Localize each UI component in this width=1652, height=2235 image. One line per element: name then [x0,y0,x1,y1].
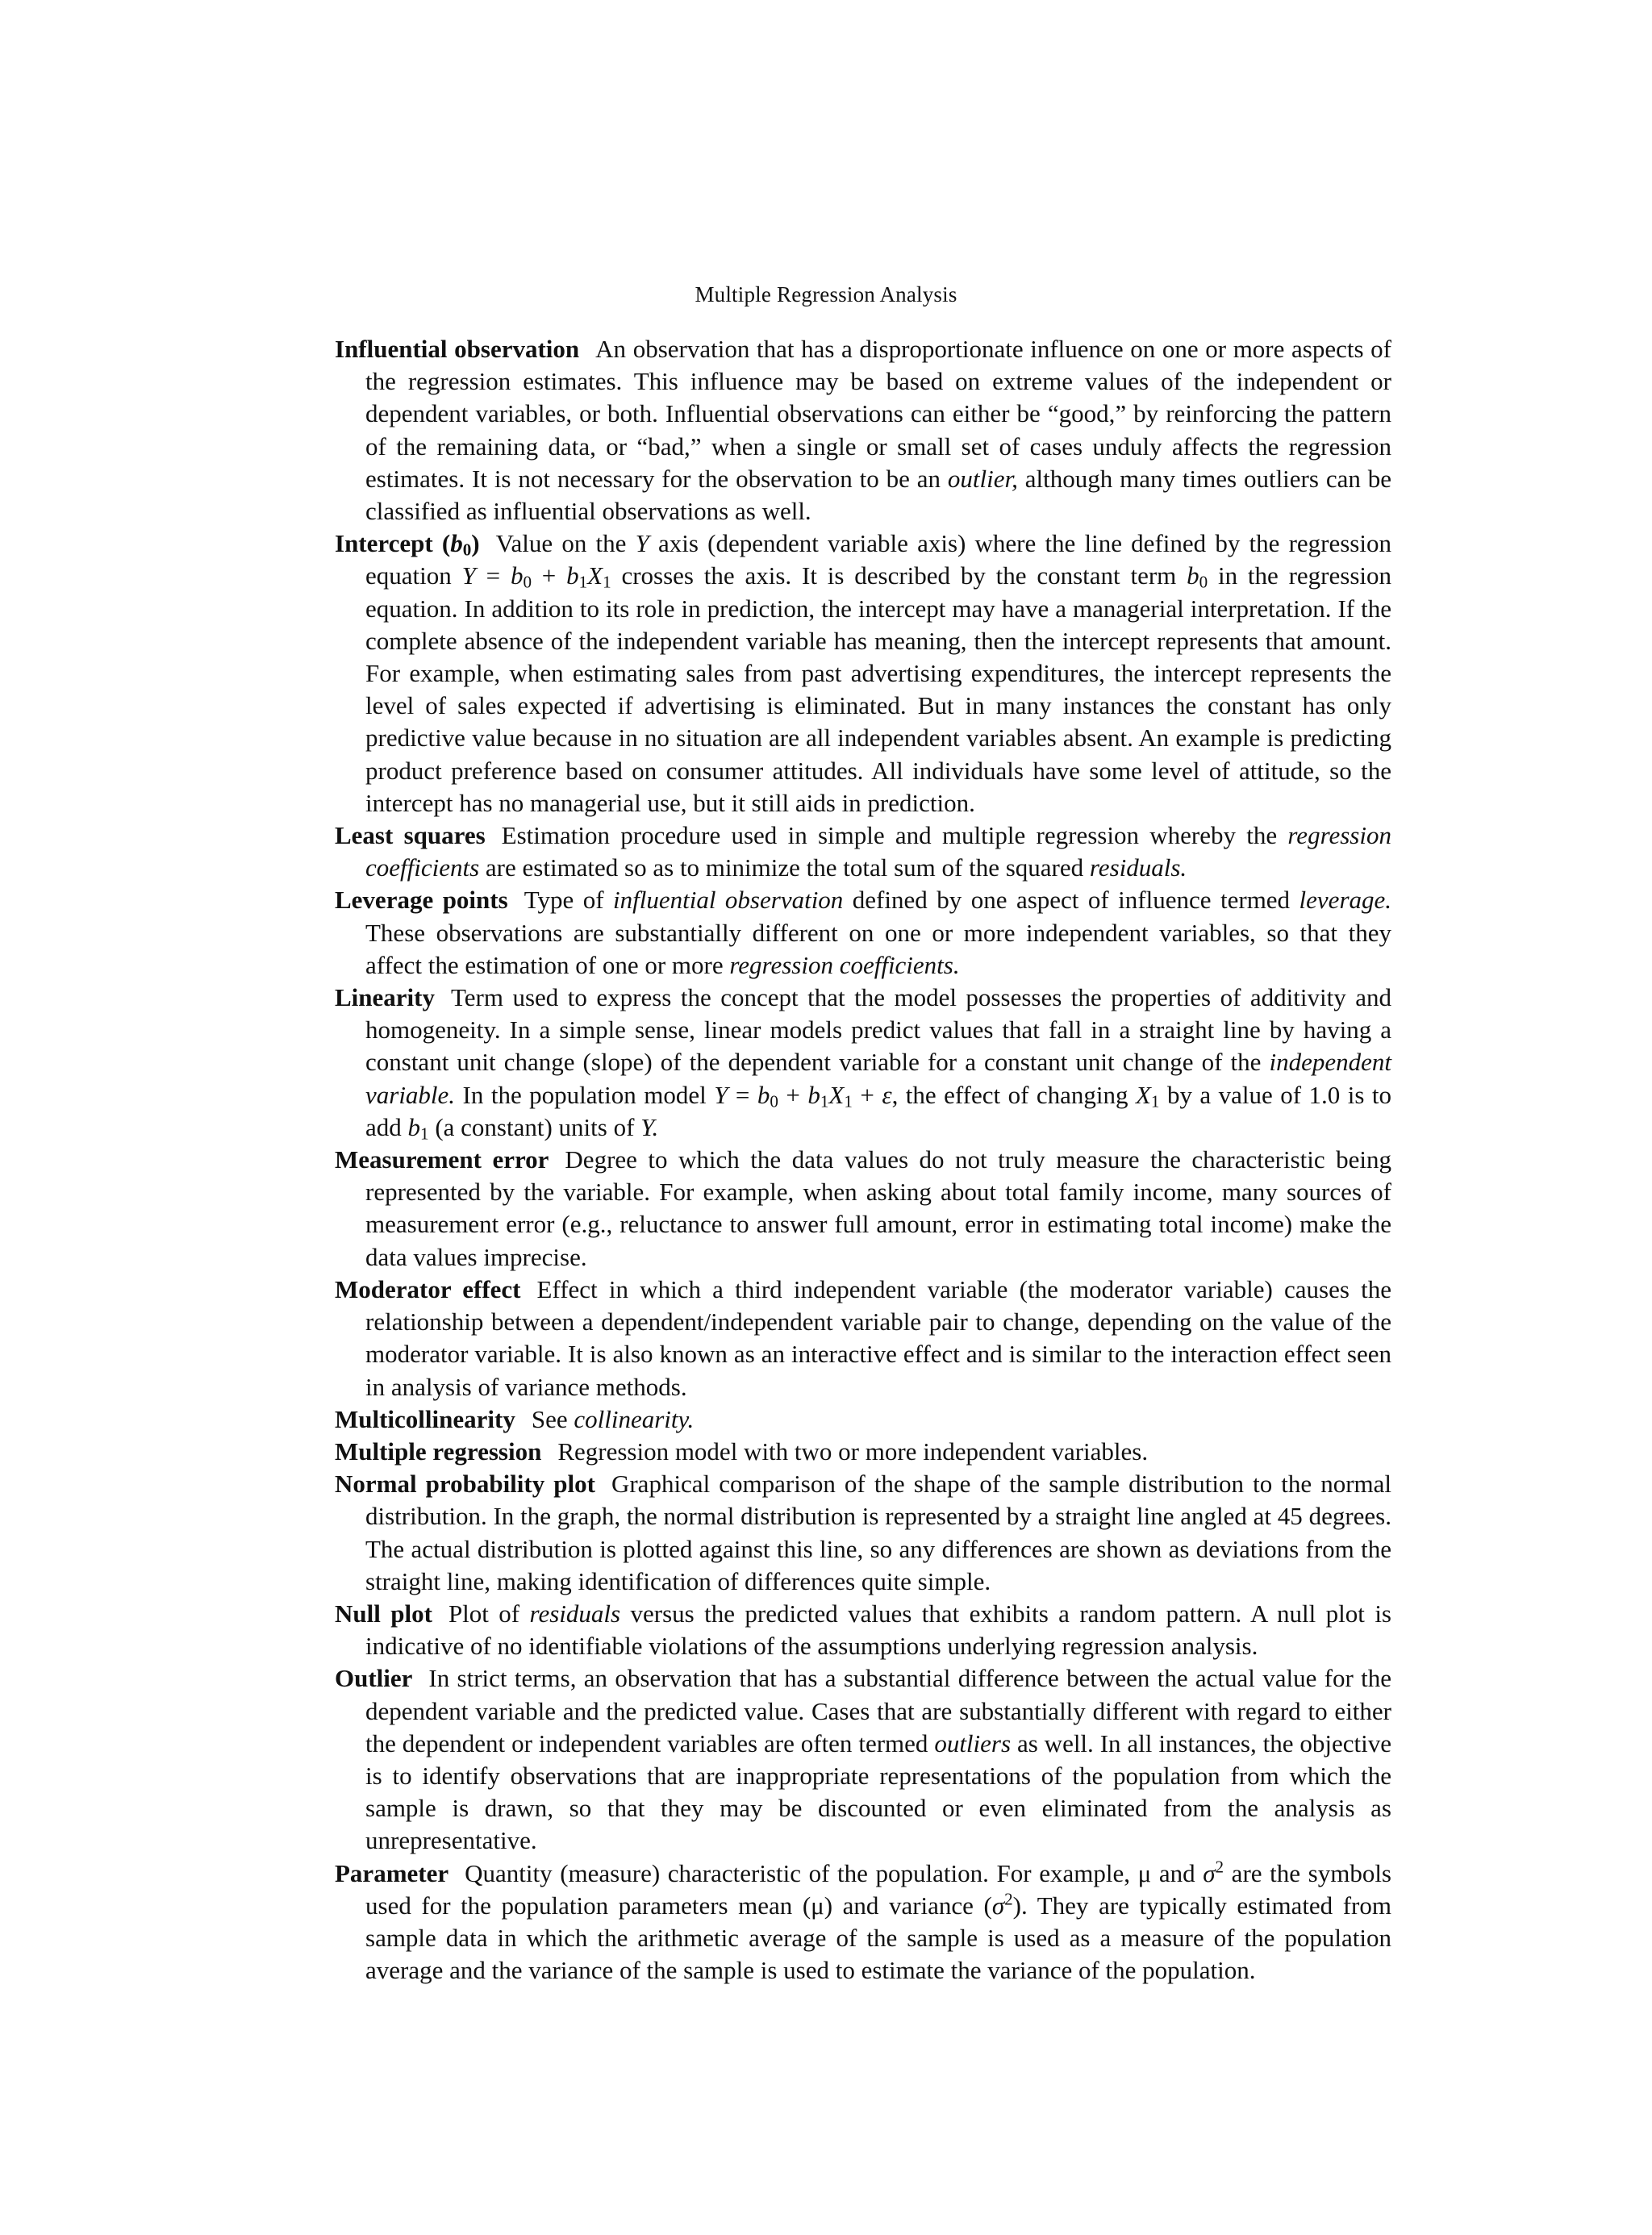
glossary-term: Null plot [335,1599,432,1628]
glossary-definition: Type of influential observation defined by one aspect of influence termed leverage. These observations are substantially different on one or more independent variables, so that they affect the estimation of one or more regression coefficients. [365,886,1392,979]
glossary-definition: Graphical comparison of the shape of the sample distribution to the normal distribution. In the graph, the normal distribution is represented by a straight line angled at 45 degrees. The actual distribution is plotted against this line, so any differences are shown as deviations from the straight line, making identification of differences quite simple. [365,1470,1392,1595]
glossary-entry [335,1858,1391,1987]
glossary-term: Outlier [335,1664,413,1693]
glossary-term: Normal probability plot [335,1470,595,1499]
glossary-definition: Plot of residuals versus the predicted values that exhibits a random pattern. A null plot is indicative of no identifiable violations of the assumptions underlying regression analysis. [365,1599,1391,1661]
glossary-entry [335,333,1391,527]
glossary-entry [335,1144,1391,1274]
glossary-entry [335,819,1391,884]
glossary-definition: Value on the Y axis (dependent variable axis) where the line defined by the regression equation $Y = b_0 + b_1X_1$ crosses the axis. It is described by the constant term $b_0$ in the regression equation. In addition to its role in prediction, the intercept may have a managerial interpretation. If the complete absence of the independent variable has meaning, then the intercept represents that amount. For example, when estimating sales from past advertising expenditures, the intercept represents the level of sales expected if advertising is eliminated. But in many instances the constant has only predictive value because in no situation are all independent variables absent. An example is predicting product preference based on consumer attitudes. All individuals have some level of attitude, so the intercept has no managerial use, but it still aids in prediction. [365,529,1391,817]
glossary-entry [335,884,1391,982]
glossary-entry [335,527,1391,819]
glossary-term: Intercept $(b_0)$ [335,529,480,560]
glossary-term: Influential observation [335,335,580,363]
glossary-definition: Effect in which a third independent variable (the moderator variable) causes the relationship between a dependent/independent variable pair to change, depending on the value of the moderator variable. It is also known as an interactive effect and is similar to the interaction effect seen in analysis of variance methods. [365,1274,1391,1401]
glossary-term: Measurement error [335,1145,549,1174]
glossary-term: Moderator effect [335,1274,521,1303]
glossary-term: Parameter [335,1858,449,1887]
glossary-entry [335,1403,1391,1436]
glossary-entry [335,1274,1391,1403]
glossary-definition: An observation that has a disproportionate influence on one or more aspects of the regression estimates. This influence may be based on extreme values of the independent or dependent variables, or both. Influential observations can either be “good,” by reinforcing the pattern of the remaining data, or “bad,” when a single or small set of cases unduly affects the regression estimates. It is not necessary for the observation to be an outlier, although many times outliers can be classified as influential observations as well. [365,335,1391,526]
glossary-list [335,333,1391,1987]
glossary-definition: Regression model with two or more independent variables. [557,1436,1149,1466]
glossary-entry [335,1468,1391,1598]
glossary-definition: See collinearity. [531,1404,695,1433]
glossary-definition: Quantity (measure) characteristic of the population. For example, μ and $\sigma^2$ are the symbols used for the population parameters mean (μ) and variance $(\sigma^2)$. They are typically estimated from sample data in which the arithmetic average of the sample is used as a measure of the population average and the variance of the sample is used to estimate the variance of the population. [365,1856,1391,1985]
glossary-entry [335,982,1391,1144]
glossary-entry [335,1662,1391,1857]
glossary-definition: Degree to which the data values do not truly measure the characteristic being represented by the variable. For example, when asking about total family income, many sources of measurement error (e.g., reluctance to answer full amount, error in estimating total income) make the data values imprecise. [365,1145,1391,1271]
glossary-term: Multicollinearity [335,1404,515,1433]
glossary-definition: Term used to express the concept that the model possesses the properties of additivity and homogeneity. In a simple sense, linear models predict values that fall in a straight line by having a constant unit change (slope) of the dependent variable for a constant unit change of the independent variable. In the population model $Y = b_0 + b_1X_1 + \varepsilon$, the effect of changing $X_1$ by a value of 1.0 is to add $b_1$ (a constant) units of Y. [365,983,1392,1144]
glossary-entry [335,1436,1391,1468]
running-head: Multiple Regression Analysis [695,282,957,306]
glossary-term: Least squares [335,821,486,850]
glossary-term: Leverage points [335,886,508,915]
glossary-term: Linearity [335,983,435,1012]
glossary-definition: In strict terms, an observation that has a substantial difference between the actual value for the dependent variable and the predicted value. Cases that are substantially different with regard to either the dependent or independent variables are often termed outliers as well. In all instances, the objective is to identify observations that are inappropriate representations of the population from which the sample is drawn, so that they may be discounted or even eliminated from the analysis as unrepresentative. [365,1664,1391,1855]
glossary-entry [335,1598,1391,1662]
glossary-definition: Estimation procedure used in simple and multiple regression whereby the regression coefficients are estimated so as to minimize the total sum of the squared residuals. [365,821,1391,882]
glossary-term: Multiple regression [335,1436,542,1466]
